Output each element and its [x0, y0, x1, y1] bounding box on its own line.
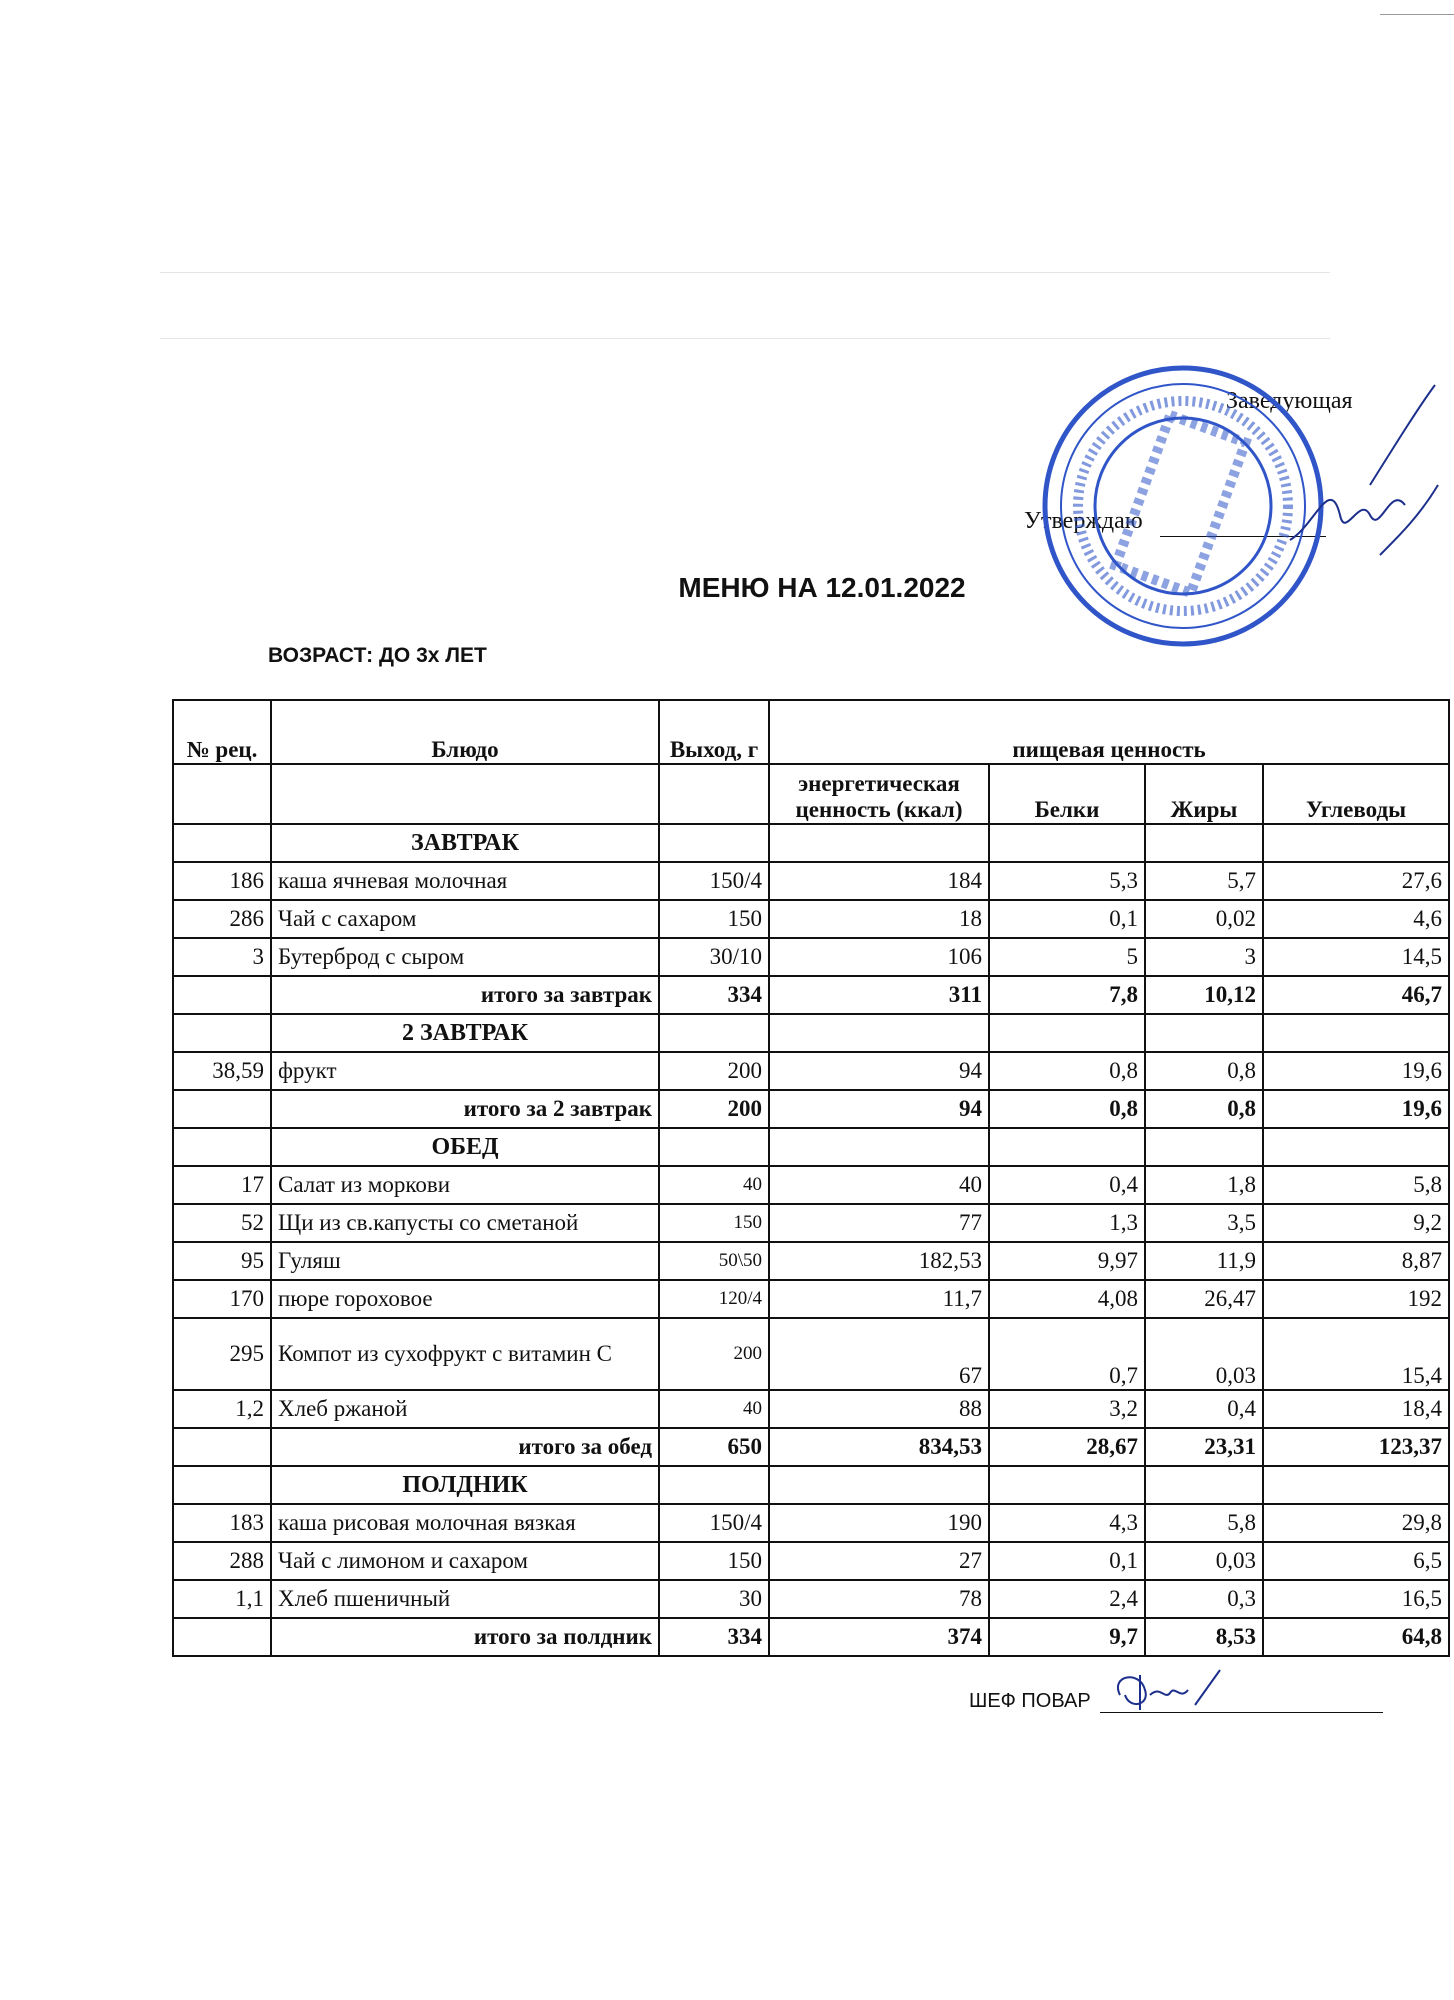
cell-num: 288 — [173, 1542, 271, 1580]
cell-carbs — [1263, 1128, 1449, 1166]
cell-protein: 5 — [989, 938, 1145, 976]
cell-yield — [659, 1014, 769, 1052]
cell-energy: 88 — [769, 1390, 989, 1428]
total-row — [173, 1090, 1449, 1128]
cell-fat: 5,7 — [1145, 862, 1263, 900]
table-row — [173, 1504, 1449, 1542]
cell-fat: 0,3 — [1145, 1580, 1263, 1618]
cell-yield: 40 — [659, 1390, 769, 1428]
cell-energy: 11,7 — [769, 1280, 989, 1318]
cell-carbs: 27,6 — [1263, 862, 1449, 900]
faint-background-line — [160, 338, 1330, 339]
cell-dish: Салат из моркови — [271, 1166, 659, 1204]
cell-yield: 200 — [659, 1318, 769, 1390]
cell-dish: Хлеб ржаной — [271, 1390, 659, 1428]
cell-num: 38,59 — [173, 1052, 271, 1090]
cell-num — [173, 1090, 271, 1128]
cell-fat: 26,47 — [1145, 1280, 1263, 1318]
cell-yield: 120/4 — [659, 1280, 769, 1318]
cell-energy — [769, 824, 989, 862]
chef-label: ШЕФ ПОВАР — [969, 1690, 1091, 1712]
cell-fat: 0,03 — [1145, 1542, 1263, 1580]
cell-fat: 0,4 — [1145, 1390, 1263, 1428]
cell-num — [173, 1428, 271, 1466]
faint-background-line — [160, 272, 1330, 273]
approver-position: Заведующая — [1226, 388, 1353, 414]
cell-yield: 150/4 — [659, 1504, 769, 1542]
cell-energy: 106 — [769, 938, 989, 976]
cell-num — [173, 1618, 271, 1656]
section-row — [173, 824, 1449, 862]
cell-num — [173, 1466, 271, 1504]
cell-fat: 5,8 — [1145, 1504, 1263, 1542]
cell-yield — [659, 1466, 769, 1504]
cell-carbs: 64,8 — [1263, 1618, 1449, 1656]
cell-num: 52 — [173, 1204, 271, 1242]
cell-yield: 30 — [659, 1580, 769, 1618]
cell-dish: итого за 2 завтрак — [271, 1090, 659, 1128]
cell-dish: каша ячневая молочная — [271, 862, 659, 900]
cell-dish: ЗАВТРАК — [271, 824, 659, 862]
cell-carbs: 18,4 — [1263, 1390, 1449, 1428]
cell-protein: 28,67 — [989, 1428, 1145, 1466]
cell-energy: 190 — [769, 1504, 989, 1542]
cell-carbs: 6,5 — [1263, 1542, 1449, 1580]
table-row — [173, 1280, 1449, 1318]
cell-protein: 0,1 — [989, 900, 1145, 938]
cell-dish: 2 ЗАВТРАК — [271, 1014, 659, 1052]
table-row — [173, 862, 1449, 900]
table-row — [173, 1166, 1449, 1204]
cell-carbs: 8,87 — [1263, 1242, 1449, 1280]
cell-energy — [769, 1466, 989, 1504]
cell-num: 170 — [173, 1280, 271, 1318]
cell-fat — [1145, 1466, 1263, 1504]
total-row — [173, 1428, 1449, 1466]
cell-num: 183 — [173, 1504, 271, 1542]
cell-carbs: 9,2 — [1263, 1204, 1449, 1242]
cell-energy: 78 — [769, 1580, 989, 1618]
cell-dish: ПОЛДНИК — [271, 1466, 659, 1504]
age-group: ВОЗРАСТ: ДО 3х ЛЕТ — [268, 644, 487, 667]
cell-yield: 30/10 — [659, 938, 769, 976]
cell-protein: 4,08 — [989, 1280, 1145, 1318]
cell-fat — [1145, 1128, 1263, 1166]
cell-dish: каша рисовая молочная вязкая — [271, 1504, 659, 1542]
cell-num: 1,1 — [173, 1580, 271, 1618]
cell-protein: 9,7 — [989, 1618, 1145, 1656]
cell-yield: 150/4 — [659, 862, 769, 900]
cell-carbs — [1263, 1014, 1449, 1052]
cell-energy: 182,53 — [769, 1242, 989, 1280]
page-title: МЕНЮ НА 12.01.2022 — [678, 572, 966, 603]
cell-protein — [989, 824, 1145, 862]
cell-dish: пюре гороховое — [271, 1280, 659, 1318]
header-dish: Блюдо — [271, 700, 659, 764]
cell-yield: 200 — [659, 1052, 769, 1090]
cell-carbs: 14,5 — [1263, 938, 1449, 976]
cell-carbs — [1263, 1466, 1449, 1504]
cell-energy: 77 — [769, 1204, 989, 1242]
cell-num: 186 — [173, 862, 271, 900]
header-empty — [659, 764, 769, 824]
cell-carbs: 123,37 — [1263, 1428, 1449, 1466]
header-protein: Белки — [989, 764, 1145, 824]
cell-fat: 3,5 — [1145, 1204, 1263, 1242]
cell-energy: 834,53 — [769, 1428, 989, 1466]
cell-fat: 3 — [1145, 938, 1263, 976]
cell-dish: фрукт — [271, 1052, 659, 1090]
header-empty — [271, 764, 659, 824]
header-recipe-number: № рец. — [173, 700, 271, 764]
header-energy: энергетическая ценность (ккал) — [769, 764, 989, 824]
cell-dish: итого за обед — [271, 1428, 659, 1466]
cell-num: 95 — [173, 1242, 271, 1280]
scan-edge-line — [1380, 14, 1454, 15]
cell-fat: 0,02 — [1145, 900, 1263, 938]
cell-dish: ОБЕД — [271, 1128, 659, 1166]
cell-energy: 94 — [769, 1090, 989, 1128]
section-row — [173, 1128, 1449, 1166]
table-row — [173, 1390, 1449, 1428]
cell-protein: 4,3 — [989, 1504, 1145, 1542]
cell-dish: Хлеб пшеничный — [271, 1580, 659, 1618]
cell-carbs: 15,4 — [1263, 1318, 1449, 1390]
cell-protein: 0,8 — [989, 1052, 1145, 1090]
table-row — [173, 1580, 1449, 1618]
cell-energy: 374 — [769, 1618, 989, 1656]
cell-protein: 0,7 — [989, 1318, 1145, 1390]
cell-num: 17 — [173, 1166, 271, 1204]
cell-protein — [989, 1466, 1145, 1504]
cell-protein: 3,2 — [989, 1390, 1145, 1428]
cell-protein: 1,3 — [989, 1204, 1145, 1242]
header-carbs: Углеводы — [1263, 764, 1449, 824]
cell-yield: 150 — [659, 1204, 769, 1242]
cell-dish: Щи из св.капусты со сметаной — [271, 1204, 659, 1242]
cell-protein: 5,3 — [989, 862, 1145, 900]
cell-num: 1,2 — [173, 1390, 271, 1428]
cell-yield: 50\50 — [659, 1242, 769, 1280]
cell-num — [173, 1128, 271, 1166]
cell-carbs: 19,6 — [1263, 1052, 1449, 1090]
header-fat: Жиры — [1145, 764, 1263, 824]
total-row — [173, 976, 1449, 1014]
cell-fat: 0,8 — [1145, 1052, 1263, 1090]
cell-fat: 10,12 — [1145, 976, 1263, 1014]
cell-energy: 18 — [769, 900, 989, 938]
table-row — [173, 1242, 1449, 1280]
cell-yield: 650 — [659, 1428, 769, 1466]
cell-dish: итого за завтрак — [271, 976, 659, 1014]
header-nutrition: пищевая ценность — [769, 700, 1449, 764]
cell-energy: 67 — [769, 1318, 989, 1390]
cell-yield — [659, 1128, 769, 1166]
header-empty — [173, 764, 271, 824]
cell-energy: 184 — [769, 862, 989, 900]
cell-dish: Чай с лимоном и сахаром — [271, 1542, 659, 1580]
cell-fat — [1145, 1014, 1263, 1052]
cell-num — [173, 1014, 271, 1052]
cell-carbs: 4,6 — [1263, 900, 1449, 938]
cell-yield — [659, 824, 769, 862]
cell-protein: 0,4 — [989, 1166, 1145, 1204]
cell-energy: 40 — [769, 1166, 989, 1204]
cell-fat: 1,8 — [1145, 1166, 1263, 1204]
cell-carbs: 16,5 — [1263, 1580, 1449, 1618]
header-yield: Выход, г — [659, 700, 769, 764]
cell-fat: 0,8 — [1145, 1090, 1263, 1128]
table-row — [173, 1052, 1449, 1090]
cell-carbs: 29,8 — [1263, 1504, 1449, 1542]
cell-carbs: 192 — [1263, 1280, 1449, 1318]
cell-carbs: 5,8 — [1263, 1166, 1449, 1204]
section-row — [173, 1466, 1449, 1504]
cell-num — [173, 824, 271, 862]
cell-energy: 94 — [769, 1052, 989, 1090]
table-row — [173, 1318, 1449, 1390]
stamp-and-signature — [1040, 365, 1440, 655]
cell-fat — [1145, 824, 1263, 862]
cell-fat: 8,53 — [1145, 1618, 1263, 1656]
cell-dish: Бутерброд с сыром — [271, 938, 659, 976]
cell-yield: 150 — [659, 1542, 769, 1580]
cell-num: 3 — [173, 938, 271, 976]
cell-energy — [769, 1128, 989, 1166]
menu-table — [172, 699, 1450, 1657]
cell-protein: 0,8 — [989, 1090, 1145, 1128]
chef-signature-icon — [1110, 1665, 1230, 1715]
total-row — [173, 1618, 1449, 1656]
cell-protein — [989, 1128, 1145, 1166]
cell-dish: Гуляш — [271, 1242, 659, 1280]
cell-yield: 40 — [659, 1166, 769, 1204]
cell-energy: 311 — [769, 976, 989, 1014]
cell-dish: Компот из сухофрукт с витамин С — [271, 1318, 659, 1390]
cell-protein — [989, 1014, 1145, 1052]
cell-protein: 7,8 — [989, 976, 1145, 1014]
cell-yield: 334 — [659, 1618, 769, 1656]
cell-fat: 11,9 — [1145, 1242, 1263, 1280]
cell-num: 295 — [173, 1318, 271, 1390]
cell-protein: 2,4 — [989, 1580, 1145, 1618]
cell-dish: итого за полдник — [271, 1618, 659, 1656]
cell-yield: 150 — [659, 900, 769, 938]
cell-protein: 0,1 — [989, 1542, 1145, 1580]
approve-label: Утверждаю — [1024, 508, 1143, 534]
table-row — [173, 1542, 1449, 1580]
cell-carbs: 46,7 — [1263, 976, 1449, 1014]
cell-fat: 23,31 — [1145, 1428, 1263, 1466]
cell-fat: 0,03 — [1145, 1318, 1263, 1390]
cell-carbs: 19,6 — [1263, 1090, 1449, 1128]
cell-dish: Чай с сахаром — [271, 900, 659, 938]
cell-num: 286 — [173, 900, 271, 938]
cell-energy: 27 — [769, 1542, 989, 1580]
cell-yield: 334 — [659, 976, 769, 1014]
cell-num — [173, 976, 271, 1014]
table-row — [173, 900, 1449, 938]
cell-protein: 9,97 — [989, 1242, 1145, 1280]
signature-icon — [1290, 385, 1438, 555]
cell-energy — [769, 1014, 989, 1052]
table-row — [173, 938, 1449, 976]
table-row — [173, 1204, 1449, 1242]
cell-carbs — [1263, 824, 1449, 862]
cell-yield: 200 — [659, 1090, 769, 1128]
section-row — [173, 1014, 1449, 1052]
